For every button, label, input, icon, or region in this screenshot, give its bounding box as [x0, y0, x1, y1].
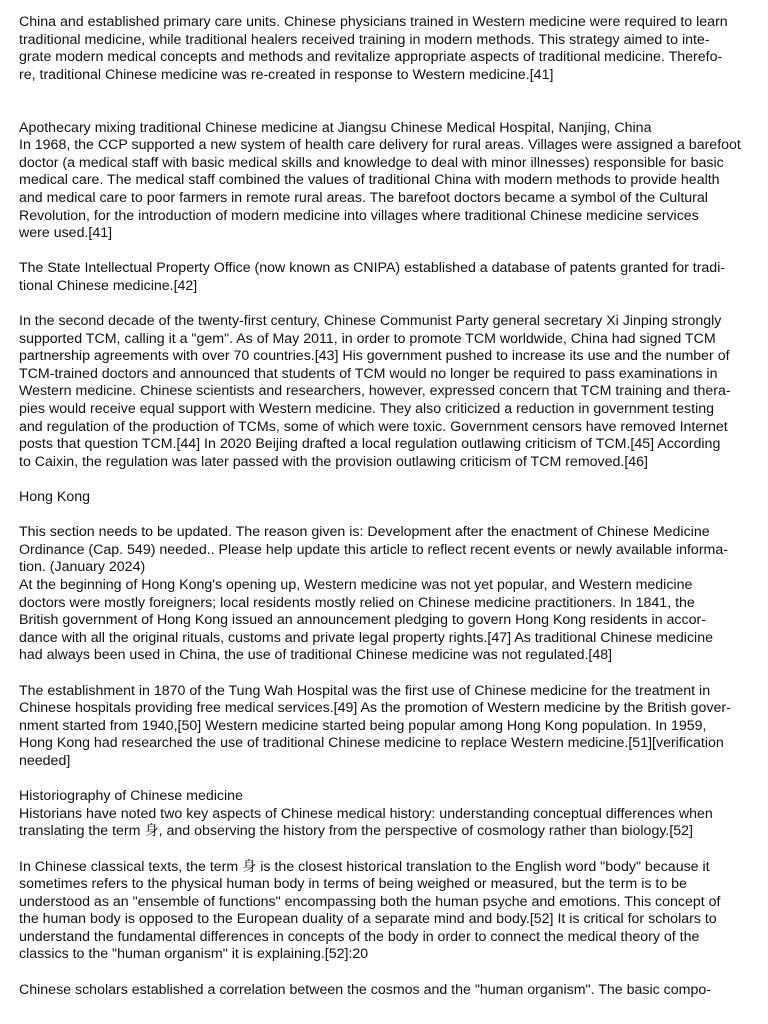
text-line: Ordinance (Cap. 549) needed.. Please help update this article to reflect recent events or newly available informa-: [19, 541, 728, 558]
text-line: Hong Kong had researched the use of traditional Chinese medicine to replace Western medicine.[51][verification: [19, 735, 724, 752]
text-line: dance with all the original rituals, customs and private legal property rights.[47] As traditional Chinese medicine: [19, 629, 713, 646]
text-line: posts that question TCM.[44] In 2020 Beijing drafted a local regulation outlawing criticism of TCM.[45] According: [19, 436, 721, 453]
heading-hong-kong: [19, 489, 749, 507]
text-line: Hong Kong: [19, 489, 90, 506]
paragraph-cosmos: [19, 982, 749, 1000]
paragraph-primary-care: [19, 14, 749, 84]
paragraph-xi-jinping: [19, 313, 749, 471]
text-line: China and established primary care units. Chinese physicians trained in Western medicine were required to learn: [19, 14, 728, 30]
text-line: Historiography of Chinese medicine: [19, 788, 243, 805]
text-line: tion. (January 2024): [19, 559, 146, 576]
paragraph-tung-wah: [19, 683, 749, 771]
text-line: supported TCM, calling it a "gem". As of May 2011, in order to promote TCM worldwide, China had signed TCM: [19, 330, 716, 347]
text-line: TCM-trained doctors and announced that students of TCM would no longer be required to pass examinations in: [19, 365, 718, 382]
text-line: were used.[41]: [19, 225, 113, 242]
paragraph-cnipa: [19, 260, 749, 295]
text-line: re, traditional Chinese medicine was re-created in response to Western medicine.[41]: [19, 66, 554, 83]
text-line: Revolution, for the introduction of modern medicine into villages where traditional Chinese medicine services: [19, 207, 699, 224]
text-line: In Chinese classical texts, the term 身 is the closest historical translation to the English word "body" because it: [19, 858, 710, 875]
text-line: pies would receive equal support with Western medicine. They also criticized a reduction in government testing: [19, 401, 715, 418]
paragraph-barefoot-doctors: [19, 137, 749, 243]
text-line: understand the fundamental differences in concepts of the body in order to connect the medical theory of the: [19, 928, 700, 945]
text-line: This section needs to be updated. The reason given is: Development after the enactment of Chinese Medicine: [19, 524, 710, 541]
text-line: British government of Hong Kong issued an announcement pledging to govern Hong Kong residents in accor-: [19, 612, 706, 629]
text-line: In 1968, the CCP supported a new system of health care delivery for rural areas. Villages were assigned a barefoot: [19, 137, 741, 154]
text-line: to Caixin, the regulation was later passed with the provision outlawing criticism of TCM removed.[46]: [19, 453, 649, 470]
text-line: Historians have noted two key aspects of Chinese medical history: understanding conceptual differences when: [19, 805, 713, 822]
text-line: and medical care to poor farmers in remote rural areas. The barefoot doctors became a symbol of the Cultural: [19, 189, 708, 206]
text-line: Chinese scholars established a correlation between the cosmos and the "human organism". The basic compo-: [19, 981, 711, 998]
notice-update-needed: [19, 524, 749, 577]
text-line: understood as an "ensemble of functions" encompassing both the human psyche and emotions. This concept of: [19, 893, 721, 910]
paragraph-body-term: [19, 859, 749, 965]
article-text: [19, 14, 749, 999]
text-line: The establishment in 1870 of the Tung Wah Hospital was the first use of Chinese medicine for the treatment in: [19, 682, 711, 699]
text-line: Apothecary mixing traditional Chinese medicine at Jiangsu Chinese Medical Hospital, Nanjing, China: [19, 119, 652, 136]
text-line: At the beginning of Hong Kong's opening up, Western medicine was not yet popular, and Western medicine: [19, 577, 693, 593]
paragraph-hong-kong-opening: [19, 577, 749, 665]
text-line: and regulation of the production of TCMs, some of which were toxic. Government censors have removed Internet: [19, 418, 728, 435]
paragraph-historians: [19, 806, 749, 841]
text-line: The State Intellectual Property Office (now known as CNIPA) established a database of patents granted for tradi-: [19, 260, 726, 277]
text-line: grate modern medical concepts and methods and revitalize appropriate aspects of traditional medicine. Therefo-: [19, 49, 723, 66]
text-line: In the second decade of the twenty-first century, Chinese Communist Party general secretary Xi Jinping strongly: [19, 313, 722, 330]
text-line: needed]: [19, 752, 71, 769]
text-line: doctors were mostly foreigners; local residents mostly relied on Chinese medicine practitioners. In 1841, the: [19, 594, 695, 611]
text-line: translating the term 身, and observing the history from the perspective of cosmology rather than biology.[52]: [19, 823, 693, 840]
heading-historiography: [19, 788, 749, 806]
image-caption-apothecary: [19, 120, 749, 138]
text-line: Western medicine. Chinese scientists and researchers, however, expressed concern that TCM training and thera-: [19, 383, 731, 400]
text-line: sometimes refers to the physical human body in terms of being weighed or measured, but the term is to be: [19, 876, 687, 893]
text-line: Chinese hospitals providing free medical services.[49] As the promotion of Western medicine by the British gover-: [19, 700, 731, 717]
text-line: tional Chinese medicine.[42]: [19, 277, 198, 294]
text-line: doctor (a medical staff with basic medical skills and knowledge to deal with minor illnesses) responsible for basic: [19, 154, 724, 171]
text-line: the human body is opposed to the European duality of a separate mind and body.[52] It is critical for scholars to: [19, 911, 717, 928]
text-line: traditional medicine, while traditional healers received training in modern methods. This strategy aimed to inte-: [19, 31, 710, 48]
text-line: classics to the "human organism" it is explaining.[52]:20: [19, 946, 369, 963]
text-line: medical care. The medical staff combined the values of traditional China with modern methods to provide health: [19, 172, 720, 189]
text-line: nment started from 1940,[50] Western medicine started being popular among Hong Kong population. In 1959,: [19, 717, 707, 734]
text-line: had always been used in China, the use of traditional Chinese medicine was not regulated.[48]: [19, 647, 613, 664]
text-line: partnership agreements with over 70 countries.[43] His government pushed to increase its use and the number of: [19, 348, 730, 365]
